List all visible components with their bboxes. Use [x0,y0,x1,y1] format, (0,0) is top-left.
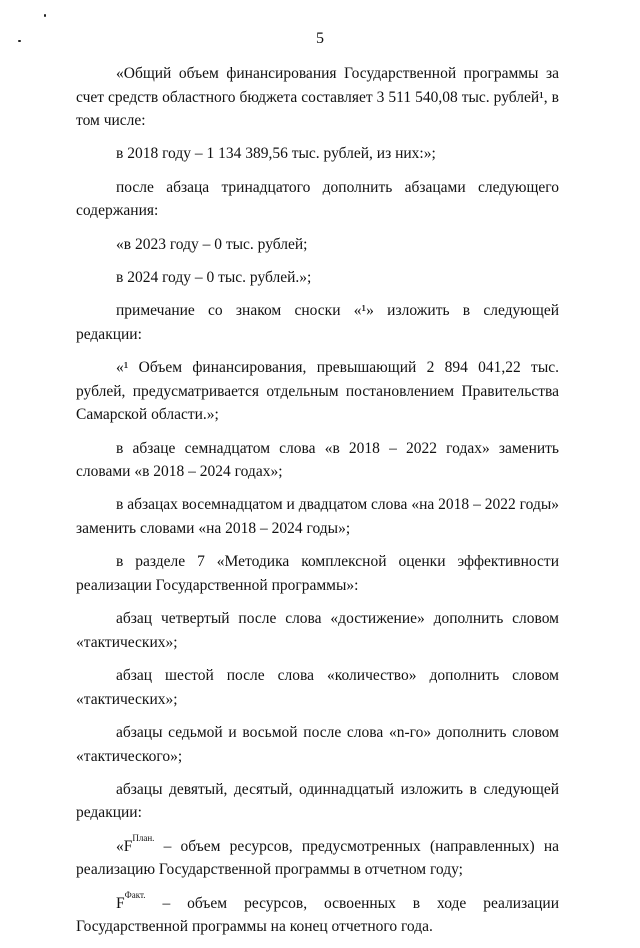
paragraph: в 2018 году – 1 134 389,56 тыс. рублей, из них:»; [116,145,436,163]
paragraph: примечание со знаком сноски «¹» изложить в следующей редакции: [76,302,559,343]
document-body [76,62,559,948]
paragraph: «¹ Объем финансирования, превышающий 2 894 041,22 тыс. рублей, предусматривается отдельным постановлением Правительства Самарской области.»; [76,359,559,424]
paragraph: в 2024 году – 0 тыс. рублей.»; [116,268,312,286]
page-number: 5 [316,30,324,47]
formula-plan-symbol: «F [116,837,133,855]
formula-fact-symbol: F [116,894,125,912]
formula-fact-text: – объем ресурсов, освоенных в ходе реализации Государственной программы на конец отчетного года. [76,894,559,936]
paragraph: абзацы седьмой и восьмой после слова «n-го» дополнить словом «тактического»; [76,723,559,765]
paragraph: «в 2023 году – 0 тыс. рублей; [116,235,308,253]
paragraph: после абзаца тринадцатого дополнить абзацами следующего содержания: [76,178,559,220]
formula-fact-paragraph [76,889,559,939]
paragraph: абзац шестой после слова «количество» дополнить словом «тактических»; [76,667,559,708]
paragraph: «Общий объем финансирования Государственной программы за счет средств областного бюджета составляет 3 511 540,08 тыс. рублей¹, в том числе: [76,65,559,130]
formula-plan-paragraph [76,832,559,882]
formula-plan-superscript: План. [132,832,155,843]
scan-speck [44,14,46,17]
paragraph: в разделе 7 «Методика комплексной оценки эффективности реализации Государственной программы»: [76,553,559,594]
paragraph: в абзаце семнадцатом слова «в 2018 – 2022 годах» заменить словами «в 2018 – 2024 годах»; [76,439,559,481]
paragraph: в абзацах восемнадцатом и двадцатом слова «на 2018 – 2022 годы» заменить словами «на 2018 – 2024 годы»; [76,496,559,537]
formula-plan-text: – объем ресурсов, предусмотренных (направленных) на реализацию Государственной программы в отчетном году; [76,837,559,879]
formula-fact-superscript: Факт. [124,889,146,900]
paragraph: абзац четвертый после слова «достижение» дополнить словом «тактических»; [76,610,559,651]
paragraph: абзацы девятый, десятый, одиннадцатый изложить в следующей редакции: [76,780,559,822]
